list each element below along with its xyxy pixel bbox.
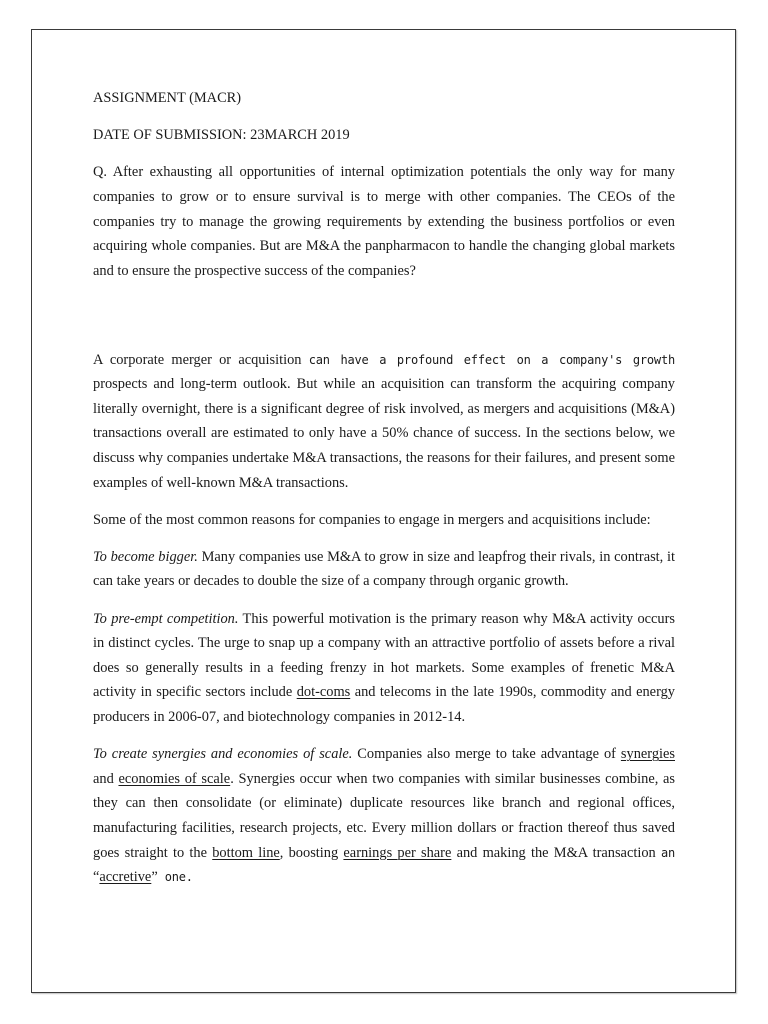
link-economies-of-scale[interactable]: economies of scale bbox=[118, 770, 231, 787]
link-bottom-line[interactable]: bottom line bbox=[212, 844, 280, 861]
intro-text-2: prospects and long-term outlook. But while an acquisition can transform the acquiring company literally overnight, there is a significant degree of risk involved, as mergers and acquisitions (M&A) transactions overall are estimated to only have a 50% chance of success. In the sections below, we discuss why companies undertake M&A transactions, the reasons for their failures, and present some examples of well-known M&A transactions. bbox=[93, 376, 675, 491]
reasons-intro: Some of the most common reasons for companies to engage in mergers and acquisitions include: bbox=[93, 511, 651, 528]
submission-date: DATE OF SUBMISSION: 23MARCH 2019 bbox=[93, 127, 350, 144]
reason-title: To become bigger. bbox=[93, 548, 198, 565]
question-paragraph: Q. After exhausting all opportunities of internal optimization potentials the only way for many companies to grow or to ensure survival is to merge with other companies. The CEOs of the companies try to manage the growing requirements by extending the business portfolios or even acquiring whole companies. But are M&A the panpharmacon to handle the changing global markets and to ensure the prospective success of the companies? bbox=[93, 164, 675, 279]
link-dot-coms[interactable]: dot-coms bbox=[296, 684, 351, 701]
reason-text-alt-font: one. bbox=[157, 870, 193, 885]
reason-text: and bbox=[93, 770, 119, 787]
intro-text-1: A corporate merger or acquisition bbox=[93, 351, 309, 368]
blank-line bbox=[93, 296, 675, 321]
reason-text: , boosting bbox=[279, 844, 344, 861]
link-synergies[interactable]: synergies bbox=[620, 746, 675, 763]
intro-text-alt-font: can have a profound effect on a company's growth bbox=[308, 352, 676, 367]
assignment-heading: ASSIGNMENT (MACR) bbox=[93, 90, 242, 106]
reason-text: Companies also merge to take advantage of bbox=[352, 746, 621, 763]
reason-text: and making the M&A transaction bbox=[451, 844, 661, 861]
reason-text: . Synergies occur when two companies with similar businesses combine, as they can then consolidate (or eliminate) duplicate resources like branch and regional offices, manufacturing facilities, research projects, etc. Every million dollars or fraction thereof thus saved goes straight to the bbox=[93, 770, 675, 861]
open-quote: “ bbox=[93, 869, 100, 886]
reason-text: Many companies use M&A to grow in size and leapfrog their rivals, in contrast, it can take years or decades to double the size of a company through organic growth. bbox=[93, 548, 676, 590]
reason-become-bigger bbox=[93, 545, 675, 594]
reason-synergies bbox=[93, 742, 675, 890]
link-earnings-per-share[interactable]: earnings per share bbox=[343, 844, 452, 861]
reason-text: and telecoms in the late 1990s, commodity and energy producers in 2006-07, and biotechnology companies in 2012-14. bbox=[93, 684, 675, 726]
reason-title: To pre-empt competition. bbox=[93, 610, 239, 627]
reason-text-alt-font: an bbox=[660, 845, 675, 860]
reason-preempt-competition bbox=[93, 607, 675, 730]
reason-text: This powerful motivation is the primary reason why M&A activity occurs in distinct cycles. The urge to snap up a company with an attractive portfolio of assets before a rival does so generally results in a feeding frenzy in hot markets. Some examples of frenetic M&A activity in specific sectors include bbox=[93, 610, 676, 701]
reason-title: To create synergies and economies of scale. bbox=[93, 746, 353, 763]
intro-paragraph bbox=[93, 348, 675, 496]
document-body bbox=[93, 86, 675, 902]
link-accretive[interactable]: accretive bbox=[99, 869, 152, 886]
close-quote: ” bbox=[151, 869, 158, 886]
